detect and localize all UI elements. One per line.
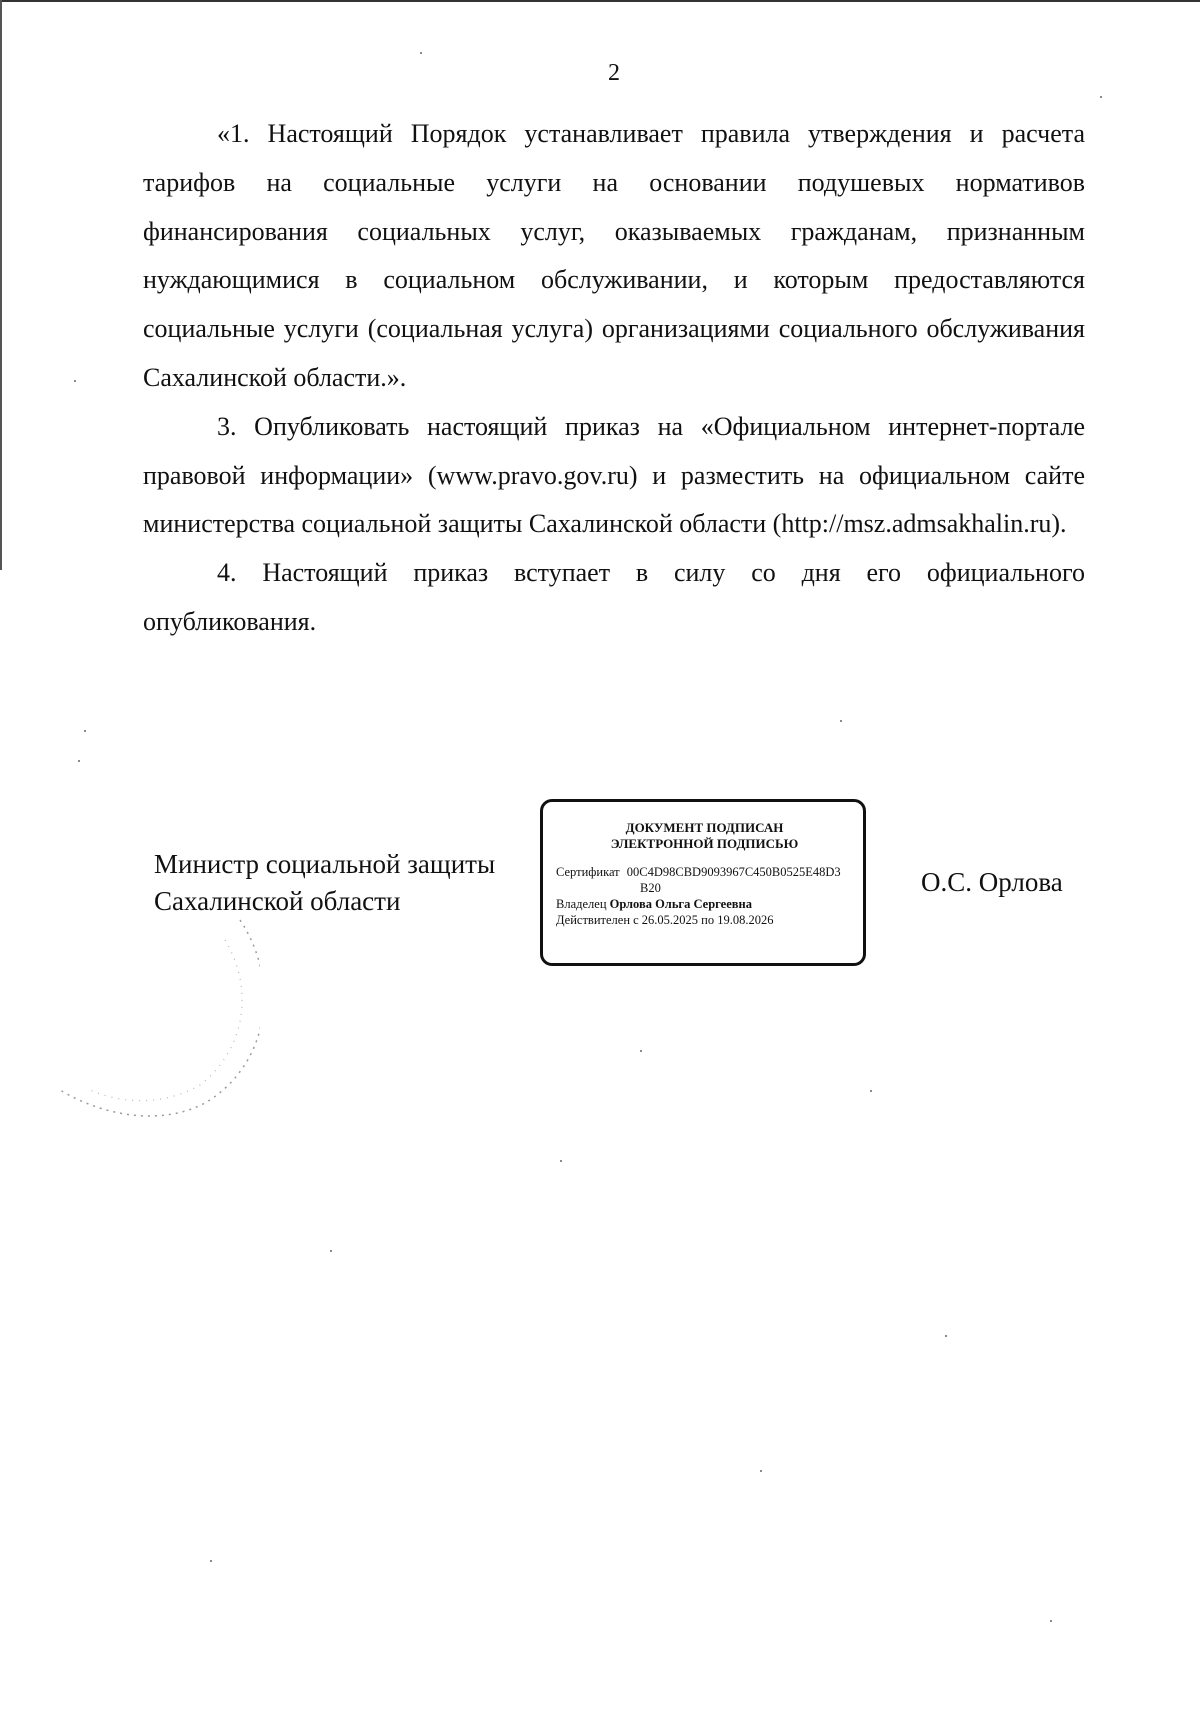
- scan-speck: [1100, 96, 1102, 98]
- signer-position-line-2: Сахалинской области: [154, 886, 401, 916]
- stamp-owner: [556, 896, 853, 912]
- scan-speck: [78, 760, 80, 762]
- stamp-owner-name: Орлова Ольга Сергеевна: [609, 897, 752, 911]
- stamp-heading-line-1: ДОКУМЕНТ ПОДПИСАН: [625, 820, 784, 835]
- scan-speck: [640, 1050, 642, 1052]
- page-number: 2: [608, 60, 620, 86]
- signer-position-line-1: Министр социальной защиты: [154, 849, 496, 879]
- stamp-heading-line-2: ЭЛЕКТРОННОЙ ПОДПИСЬЮ: [610, 836, 799, 851]
- electronic-signature-stamp: [540, 799, 866, 966]
- scan-speck: [210, 1560, 212, 1562]
- scan-speck: [945, 1335, 947, 1337]
- scan-top-edge: [0, 0, 1200, 2]
- scan-speck: [74, 380, 76, 382]
- stamp-validity-period: Действителен с 26.05.2025 по 19.08.2026: [556, 913, 774, 927]
- paragraph-item-4-effective-date: 4. Настоящий приказ вступает в силу со дня его официального опубликования.: [143, 558, 1085, 636]
- stamp-owner-label: Владелец: [556, 897, 607, 911]
- stamp-certificate-label: Сертификат: [556, 865, 620, 879]
- scan-speck: [760, 1470, 762, 1472]
- scan-speck: [560, 1160, 562, 1162]
- scan-speck: [1050, 1620, 1052, 1622]
- paragraph-procedure-item-1: «1. Настоящий Порядок устанавливает правила утверждения и расчета тарифов на социальные услуги на основании подушевых нормативов финансирования социальных услуг, оказываемых гражданам, признанным нуждающимися в социальном обслуживании, и которым предоставляются социальные услуги (социальная услуга) организациями социального обслуживания Сахалинской области.».: [143, 119, 1085, 392]
- scan-speck: [84, 730, 86, 732]
- stamp-certificate-number: 00C4D98CBD9093967C450B0525E48D3: [626, 865, 841, 879]
- stamp-certificate: [556, 864, 853, 880]
- scan-speck: [330, 1250, 332, 1252]
- stamp-certificate-number-tail: B20: [640, 881, 661, 895]
- scan-speck: [870, 1090, 872, 1092]
- scan-speck: [420, 52, 422, 54]
- signer-name: О.С. Орлова: [921, 867, 1063, 897]
- scan-speck: [840, 720, 842, 722]
- document-body: [143, 110, 1085, 647]
- faint-seal-impression: [40, 900, 260, 1120]
- paragraph-item-3-publication: 3. Опубликовать настоящий приказ на «Официальном интернет-портале правовой информации» (www.pravo.gov.ru) и разместить на официальном сайте министерства социальной защиты Сахалинской области (http://msz.admsakhalin.ru).: [143, 411, 1085, 539]
